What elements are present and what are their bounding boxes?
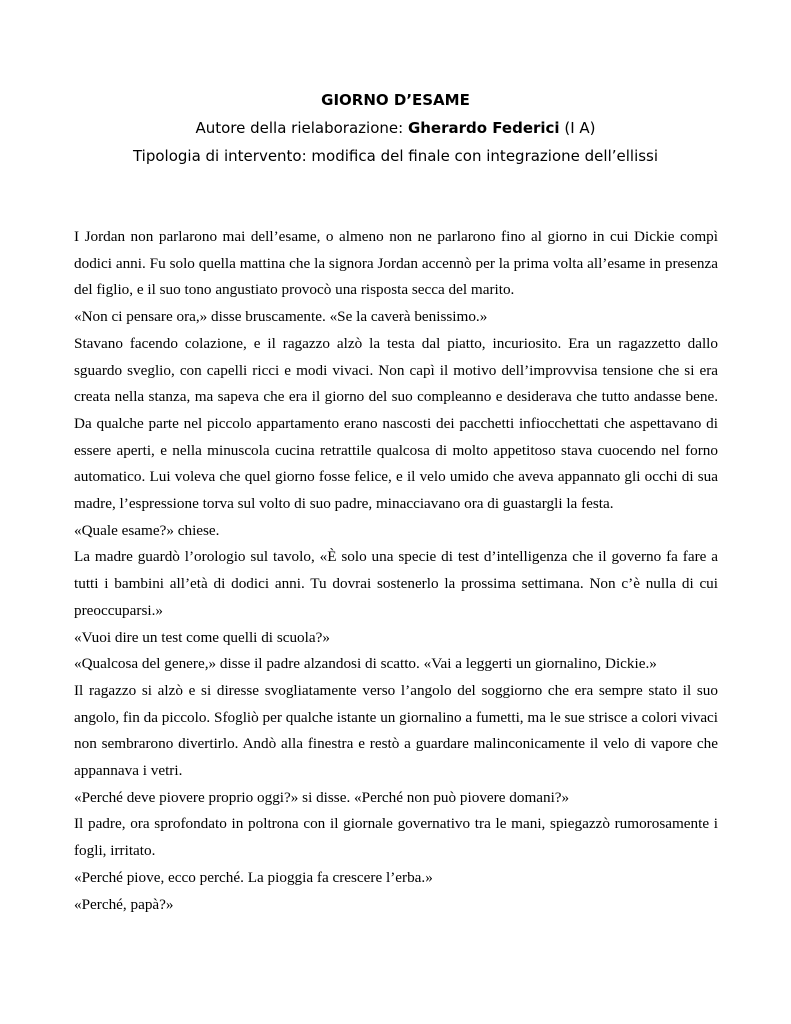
paragraph: «Vuoi dire un test come quelli di scuola?» xyxy=(74,628,330,646)
paragraph: Il padre, ora sprofondato in poltrona con il giornale governativo tra le mani, spiegazzò rumorosamente i fogli, irritato. xyxy=(74,815,718,860)
paragraph: I Jordan non parlarono mai dell’esame, o almeno non ne parlarono fino al giorno in cui Dickie compì dodici anni. Fu solo quella mattina che la signora Jordan accennò per la prima volta all’esame in presenza del figlio, e il suo tono angustiato provocò una risposta secca del marito. xyxy=(74,228,718,299)
paragraph: «Perché deve piovere proprio oggi?» si disse. «Perché non può piovere domani?» xyxy=(74,788,570,806)
paragraph: La madre guardò l’orologio sul tavolo, «È solo una specie di test d’intelligenza che il governo fa fare a tutti i bambini all’età di dodici anni. Tu dovrai sostenerlo la prossima settimana. Non c’è nulla di cui preoccuparsi.» xyxy=(74,548,718,619)
paragraph: «Perché, papà?» xyxy=(74,895,174,913)
author-class: (I A) xyxy=(559,119,596,137)
paragraph: Stavano facendo colazione, e il ragazzo alzò la testa dal piatto, incuriosito. Era un ragazzetto dallo sguardo sveglio, con capelli ricci e modi vivaci. Non capì il motivo dell’improvvisa tensione che si era creata nella stanza, ma sapeva che era il giorno del suo compleanno e desiderava che tutto andasse bene. Da qualche parte nel piccolo appartamento erano nascosti dei pacchetti infiocchettati che aspettavano di essere aperti, e nella minuscola cucina retrattile qualcosa di molto appetitoso stava cuocendo nel forno automatico. Lui voleva che quel giorno fosse felice, e il velo umido che aveva appannato gli occhi di sua madre, l’espressione torva sul volto di suo padre, minacciavano ora di guastargli la festa. xyxy=(74,334,718,513)
author-name: Gherardo Federici xyxy=(407,119,560,137)
document-title: GIORNO D’ESAME xyxy=(321,91,470,109)
paragraph: «Perché piove, ecco perché. La pioggia fa crescere l’erba.» xyxy=(74,868,433,886)
intervention-type: Tipologia di intervento: modifica del finale con integrazione dell’ellissi xyxy=(132,147,659,165)
paragraph: «Qualcosa del genere,» disse il padre alzandosi di scatto. «Vai a leggerti un giornalino, Dickie.» xyxy=(74,655,657,673)
paragraph: «Non ci pensare ora,» disse bruscamente. «Se la caverà benissimo.» xyxy=(74,308,488,326)
paragraph: «Quale esame?» chiese. xyxy=(74,521,220,539)
author-label: Autore della rielaborazione: xyxy=(195,119,408,137)
paragraph: Il ragazzo si alzò e si diresse svogliatamente verso l’angolo del soggiorno che era sempre stato il suo angolo, fin da piccolo. Sfogliò per qualche istante un giornalino a fumetti, ma le sue strisce a colori vivaci non sembrarono divertirlo. Andò alla finestra e restò a guardare malinconicamente il velo di vapore che appannava i vetri. xyxy=(74,681,719,780)
document-header xyxy=(0,90,791,166)
author-line xyxy=(0,118,791,138)
story-text xyxy=(74,224,718,918)
